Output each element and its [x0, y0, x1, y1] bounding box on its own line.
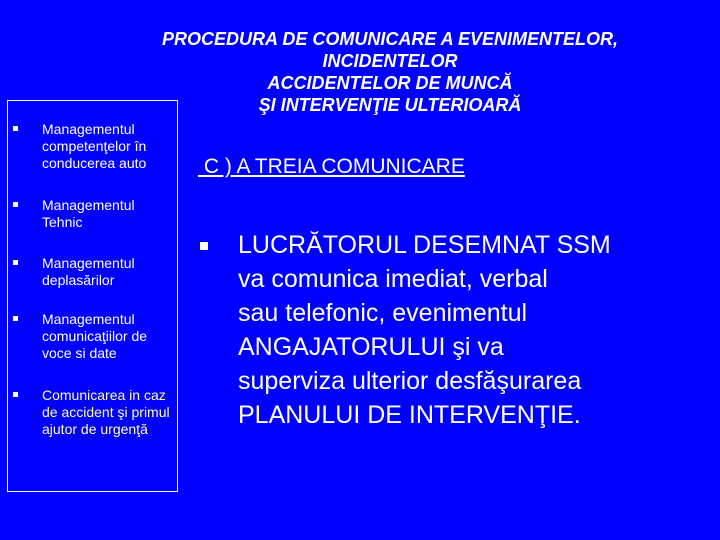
nav-item-label: Managementul competenţelor în conducerea auto: [42, 121, 147, 171]
body-line: ANGAJATORULUI şi va: [238, 333, 504, 361]
bullet-icon: [13, 392, 18, 397]
body-line: superviza ulterior desfăşurarea: [238, 367, 582, 395]
bullet-icon: [13, 202, 18, 207]
nav-item-label: Managementul comunicaţiilor de voce si date: [42, 311, 148, 361]
nav-item-label: Comunicarea in caz de accident şi primul ajutor de urgenţă: [42, 387, 170, 437]
body-line: LUCRĂTORUL DESEMNAT SSM: [238, 231, 611, 259]
navigation-panel: [7, 100, 178, 492]
nav-item-label: Managementul Tehnic: [42, 197, 135, 230]
section-heading: C ) A TREIA COMUNICARE: [198, 155, 465, 178]
bullet-icon: [13, 316, 18, 321]
body-line: sau telefonic, evenimentul: [238, 299, 528, 327]
title-line: ŞI INTERVENŢIE ULTERIOARĂ: [258, 95, 522, 115]
section-body: [238, 228, 708, 432]
nav-item-label: Managementul deplasărilor: [42, 255, 135, 288]
bullet-icon: [13, 126, 18, 131]
slide-title: [120, 28, 660, 116]
bullet-icon: [200, 242, 208, 250]
bullet-icon: [13, 260, 18, 265]
title-line: INCIDENTELOR: [322, 51, 458, 71]
title-line: ACCIDENTELOR DE MUNCĂ: [267, 73, 513, 93]
title-line: PROCEDURA DE COMUNICARE A EVENIMENTELOR,: [161, 29, 619, 49]
body-line: PLANULUI DE INTERVENŢIE.: [238, 401, 581, 429]
body-line: va comunica imediat, verbal: [238, 265, 548, 293]
